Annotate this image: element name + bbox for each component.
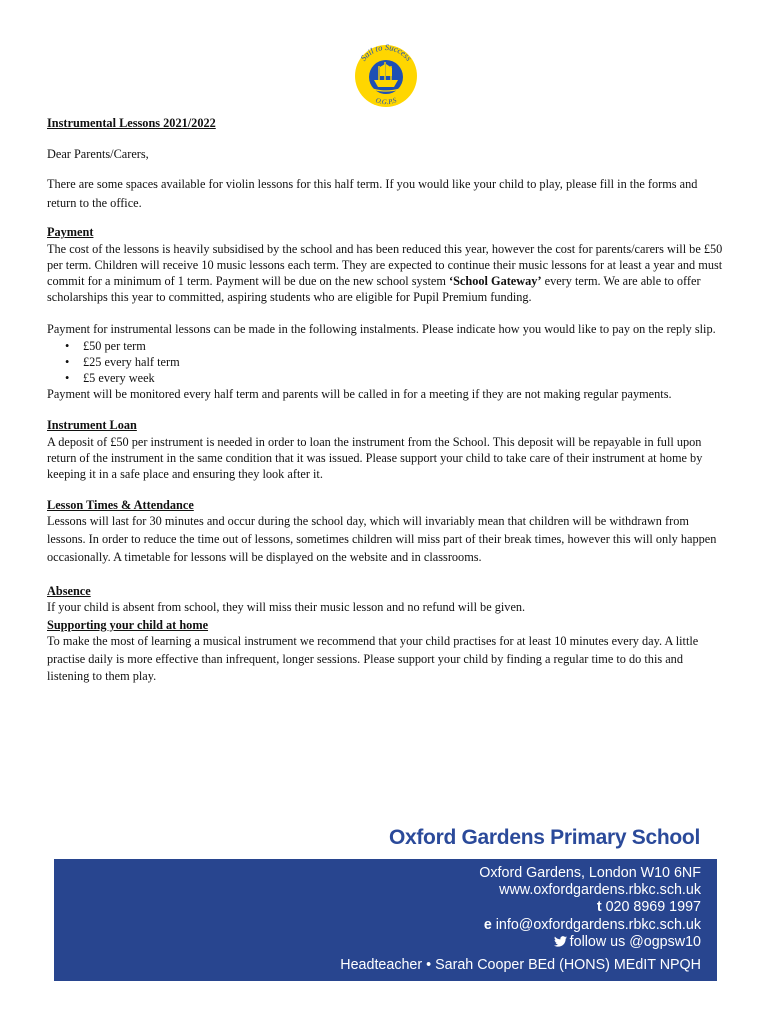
list-item: • £5 every week	[83, 370, 727, 386]
payment-paragraph: The cost of the lessons is heavily subsidised by the school and has been reduced this year, however the cost for parents/carers will be £50 per term. Children will receive 10 music lessons each term. They are expected to continue their music lessons for at least a year and must commit for a minimum of 1 term. Payment will be due on the new school system ‘School Gateway’ every term. We are able to offer scholarships this year to committed, aspiring students who are eligible for Pupil Premium funding.	[47, 241, 723, 305]
email-line: e info@oxfordgardens.rbkc.sch.uk	[483, 916, 701, 933]
school-name: Oxford Gardens Primary School	[388, 826, 700, 849]
instrument-loan-heading: Instrument Loan	[47, 418, 137, 433]
absence-heading: Absence	[47, 584, 91, 599]
phone-line: t 020 8969 1997	[596, 899, 701, 916]
instalments-paragraph: Payment for instrumental lessons can be made in the following instalments. Please indicate how you would like to pay on the reply slip.	[47, 322, 716, 337]
logo-initials: O.G.P.S	[374, 96, 398, 107]
intro-paragraph: There are some spaces available for violin lessons for this half term. If you would like your child to play, please fill in the forms and return to the office.	[47, 177, 698, 211]
support-paragraph: To make the most of learning a musical instrument we recommend that your child practises for at least 10 minutes every day. A little practise daily is more effective than infrequent, longer sessions. Please support your child by finding a regular time to do this and listening to them play.	[47, 634, 699, 684]
school-logo	[352, 40, 420, 112]
footer-banner	[54, 859, 717, 981]
school-gateway: ‘School Gateway’	[448, 274, 542, 289]
twitter-line[interactable]: follow us @ogpsw10	[479, 934, 701, 951]
lesson-times-heading: Lesson Times & Attendance	[47, 498, 194, 513]
instrument-loan-paragraph: A deposit of £50 per instrument is needed in order to loan the instrument from the School. This deposit will be repayable in full upon return of the instrument in the same condition that it was issued. Please support your child to take care of their instrument at home by keeping it in a safe place and ensuring they look after it.	[47, 434, 703, 482]
greeting: Dear Parents/Carers,	[47, 147, 149, 162]
instalment-options	[47, 338, 727, 387]
email-link[interactable]: info@oxfordgardens.rbkc.sch.uk	[495, 916, 701, 933]
headteacher-line: Headteacher • Sarah Cooper BEd (HONS) MEdIT NPQH	[340, 957, 701, 973]
monitoring-paragraph: Payment will be monitored every half term and parents will be called in for a meeting if they are not making regular payments.	[47, 387, 672, 402]
logo-motto: Sail to Success	[358, 41, 414, 63]
support-heading: Supporting your child at home	[47, 618, 209, 633]
letter-body	[47, 112, 727, 686]
lesson-times-paragraph: Lessons will last for 30 minutes and occur during the school day, which will invariably mean that children will be withdrawn from lessons. In order to reduce the time out of lessons, sometimes children will miss part of their break times, however this will only happen occasionally. A timetable for lessons will be displayed on the website and in classrooms.	[47, 514, 717, 564]
twitter-icon	[554, 936, 567, 947]
website-link[interactable]: www.oxfordgardens.rbkc.sch.uk	[499, 882, 701, 899]
letter-title: Instrumental Lessons 2021/2022	[47, 116, 216, 130]
list-item: • £25 every half term	[83, 354, 727, 370]
absence-paragraph: If your child is absent from school, they will miss their music lesson and no refund will be given.	[47, 600, 526, 615]
payment-heading: Payment	[47, 225, 94, 240]
list-item: • £50 per term	[83, 338, 727, 354]
phone-number: 020 8969 1997	[605, 899, 701, 916]
address: Oxford Gardens, London W10 6NF	[479, 865, 701, 881]
contact-details	[479, 865, 701, 951]
